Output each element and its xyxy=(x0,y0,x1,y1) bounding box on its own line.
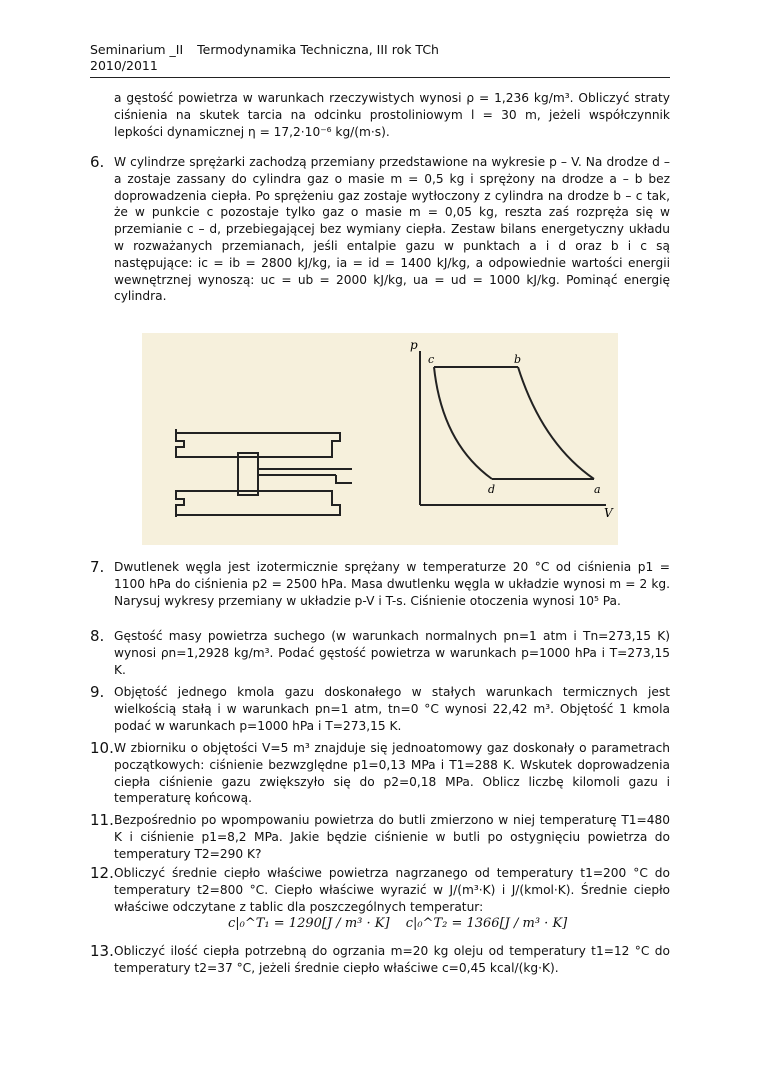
pv-diagram xyxy=(420,351,606,505)
continuation-text: a gęstość powietrza w warunkach rzeczywistych wynosi ρ = 1,236 kg/m³. Obliczyć straty ciśnienia na skutek tarcia na odcinku prostoliniowym l = 30 m, jeżeli współczynnik lepkości dynamicznej η = 17,2·10⁻⁶ kg/(m·s). xyxy=(114,91,670,139)
piston xyxy=(238,453,258,495)
problem-number-9: 9. xyxy=(90,683,105,701)
curve-c-d xyxy=(434,367,492,479)
problem-number-8: 8. xyxy=(90,627,105,645)
problem-8-text: Gęstość masy powietrza suchego (w warunkach normalnych pn=1 atm i Tn=273,15 K) wynosi ρn=1,2928 kg/m³. Podać gęstość powietrza w warunkach p=1000 hPa i T=273,15 K. xyxy=(114,629,670,677)
header-year: 2010/2011 xyxy=(90,58,158,73)
label-v: V xyxy=(604,506,613,520)
problem-10-text: W zbiorniku o objętości V=5 m³ znajduje się jednoatomowy gaz doskonały o parametrach początkowych: ciśnienie bezwzględne p1=0,13 MPa i T1=288 K. Wskutek doprowadzenia ciepła ciśnienie gazu zwiększyło się do p2=0,18 MPa. Oblicz liczbę kilomoli gazu i temperaturę końcową. xyxy=(114,741,670,806)
problem-9-text: Objętość jednego kmola gazu doskonałego w stałych warunkach termicznych jest wielkością stałą i w warunkach pn=1 atm, tn=0 °C wynosi 22,42 m³. Objętość 1 kmola podać w warunkach p=1000 hPa i T=273,15 K. xyxy=(114,685,670,733)
label-p: p xyxy=(410,338,418,352)
formula-t1: c|₀^T₁ = 1290[J / m³ · K] xyxy=(228,916,390,931)
problem-7-text: Dwutlenek węgla jest izotermicznie sprężany w temperaturze 20 °C od ciśnienia p1 = 1100 hPa do ciśnienia p2 = 2500 hPa. Masa dwutlenku węgla w układzie wynosi m = 2 kg. Narysuj wykresy przemiany w układzie p-V i T-s. Ciśnienie otoczenia wynosi 10⁵ Pa. xyxy=(114,560,670,608)
formula-t2: c|₀^T₂ = 1366[J / m³ · K] xyxy=(405,916,568,931)
header-rule xyxy=(90,77,670,78)
label-c: c xyxy=(428,353,435,366)
cylinder-drawing xyxy=(176,429,352,517)
label-b: b xyxy=(514,353,522,366)
problem-number-6: 6. xyxy=(90,153,105,171)
compressor-figure xyxy=(142,333,618,545)
label-a: a xyxy=(594,483,601,496)
curve-b-a xyxy=(518,367,594,479)
problem-number-7: 7. xyxy=(90,558,105,576)
problem-12-text: Obliczyć średnie ciepło właściwe powietrza nagrzanego od temperatury t1=200 °C do temperatury t2=800 °C. Ciepło właściwe wyrazić w J/(m³·K) i J/(kmol·K). Średnie ciepło właściwe odczytane z tablic dla poszczególnych temperatur: xyxy=(114,866,670,914)
problem-11-text: Bezpośrednio po wpompowaniu powietrza do butli zmierzono w niej temperaturę T1=480 K i ciśnienie p1=8,2 MPa. Jakie będzie ciśnienie w butli po ostygnięciu powietrza do temperatury T2=290 K? xyxy=(114,813,670,861)
problem-number-13: 13. xyxy=(90,942,114,960)
problem-13-text: Obliczyć ilość ciepła potrzebną do ogrzania m=20 kg oleju od temperatury t1=12 °C do temperatury t2=37 °C, jeżeli średnie ciepło właściwe c=0,45 kcal/(kg·K). xyxy=(114,944,670,975)
header-subject: Termodynamika Techniczna, III rok TCh xyxy=(197,42,439,57)
page-header xyxy=(90,42,670,74)
specific-heat-formula xyxy=(228,916,579,931)
header-course: Seminarium _II xyxy=(90,42,184,57)
problem-number-11: 11. xyxy=(90,811,114,829)
problem-number-12: 12. xyxy=(90,864,114,882)
label-d: d xyxy=(488,483,496,496)
problem-6-text: W cylindrze sprężarki zachodzą przemiany przedstawione na wykresie p – V. Na drodze d – a zostaje zassany do cylindra gaz o masie m = 0,5 kg i sprężony na drodze a – b bez doprowadzenia ciepła. Po sprężeniu gaz zostaje wytłoczony z cylindra na drodze b – c tak, że w punkcie c pozostaje tylko gaz o masie m = 0,05 kg, reszta zaś rozpręża się w przemianie c – d, przebiegającej bez wymiany ciepła. Zestaw bilans energetyczny układu w rozważanych przemianach, jeśli entalpie gazu w punktach a i d oraz b i c są następujące: ic = ib = 2800 kJ/kg, ia = id = 1400 kJ/kg, a odpowiednie wartości energii wewnętrznej wynoszą: uc = ub = 2000 kJ/kg, ua = ud = 1000 kJ/kg. Pominąć energię cylindra. xyxy=(114,155,670,304)
problem-number-10: 10. xyxy=(90,739,114,757)
